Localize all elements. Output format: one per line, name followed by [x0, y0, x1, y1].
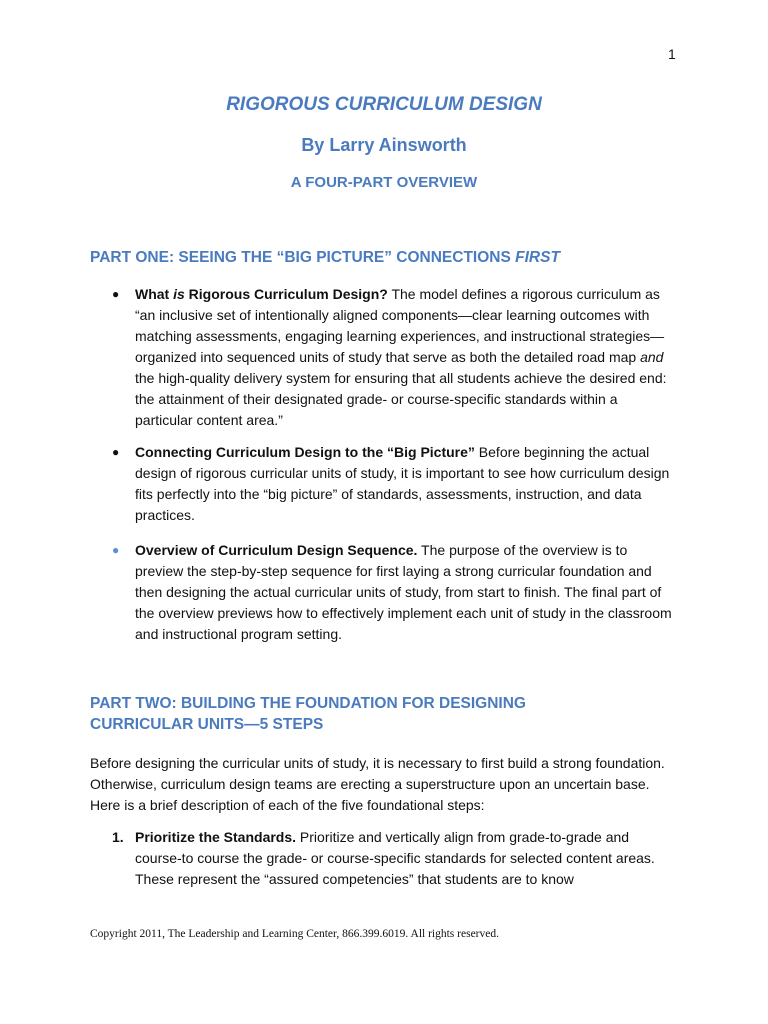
author-line: By Larry Ainsworth	[301, 135, 467, 155]
bullet-body: Before beginning the actual design of rigorous curricular units of study, it is important to see how curriculum design fits perfectly into the “big picture” of standards, assessments, instruction, and data practices.	[135, 444, 670, 523]
bullet-lead-emphasis: is	[173, 286, 185, 302]
step-number: 1.	[112, 829, 124, 845]
bullet-lead: Overview of Curriculum Design Sequence.	[135, 542, 418, 558]
bullet-text	[135, 284, 675, 431]
title-block	[0, 93, 768, 193]
page-number: 1	[668, 46, 676, 62]
part-two-intro: Before designing the curricular units of study, it is necessary to first build a strong foundation. Otherwise, curriculum design teams are erecting a superstructure upon an uncertain base. Here is a brief description of each of the five foundational steps:	[90, 755, 665, 813]
document-title: RIGOROUS CURRICULUM DESIGN	[226, 94, 542, 115]
bullet-lead: What	[135, 286, 174, 302]
part-two-heading: PART TWO: BUILDING THE FOUNDATION FOR DESIGNING CURRICULAR UNITS—5 STEPS	[90, 695, 526, 733]
bullet-icon: ●	[112, 445, 120, 459]
bullet-body: The model defines a rigorous curriculum as “an inclusive set of intentionally aligned components—clear learning outcomes with matching assessments, engaging learning experiences, and instructional strategies—organized into sequenced units of study that serve as both the detailed road map	[135, 286, 665, 365]
bullet-body-emphasis: and	[640, 349, 664, 365]
bullet-icon: ●	[112, 543, 120, 557]
bullet-lead: Rigorous Curriculum Design?	[184, 286, 388, 302]
bullet-body: the high-quality delivery system for ensuring that all students achieve the desired end: the attainment of their designated grade- or course-specific standards within a particular content area.”	[135, 370, 667, 428]
step-text	[135, 827, 675, 890]
part-one-heading-text: PART ONE: SEEING THE “BIG PICTURE” CONNECTIONS	[90, 249, 516, 266]
step-body: Prioritize and vertically align from grade-to-grade and course-to course the grade- or course-specific standards for selected content areas. These represent the “assured competencies” that students are to know	[135, 829, 655, 887]
bullet-body: The purpose of the overview is to preview the step-by-step sequence for first laying a strong curricular foundation and then designing the actual curricular units of study, from start to finish. The final part of the overview previews how to effectively implement each unit of study in the classroom and instructional program setting.	[135, 542, 672, 642]
copyright-footer: Copyright 2011, The Leadership and Learning Center, 866.399.6019. All rights reserved.	[90, 928, 499, 940]
step-lead: Prioritize the Standards.	[135, 829, 297, 845]
bullet-text	[135, 540, 675, 645]
bullet-lead: Connecting Curriculum Design to the “Big Picture”	[135, 444, 475, 460]
part-one-heading	[90, 247, 680, 268]
bullet-icon: ●	[112, 287, 120, 301]
bullet-text	[135, 442, 675, 526]
part-one-heading-emphasis: FIRST	[515, 249, 560, 266]
document-subtitle: A FOUR-PART OVERVIEW	[290, 174, 478, 191]
